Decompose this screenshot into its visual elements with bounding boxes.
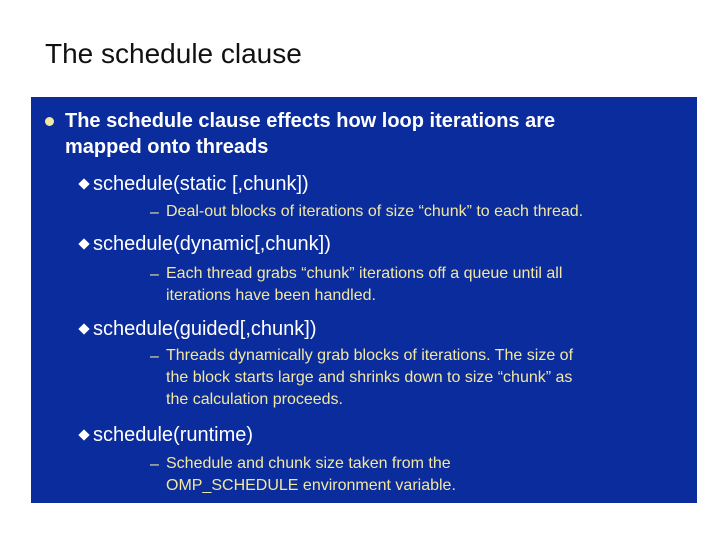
- desc-line: Each thread grabs “chunk” iterations off a queue until all: [166, 265, 563, 282]
- desc-line: Deal-out blocks of iterations of size “chunk” to each thread.: [166, 203, 584, 220]
- dash-icon: –: [150, 204, 159, 221]
- desc-line: the block starts large and shrinks down to size “chunk” as: [166, 369, 573, 386]
- schedule-dynamic-label: schedule(dynamic[,chunk]): [93, 233, 331, 255]
- main-point-line-1: The schedule clause effects how loop iterations are: [65, 110, 556, 132]
- desc-line: Schedule and chunk size taken from the: [166, 455, 451, 472]
- main-point-line-2: mapped onto threads: [65, 136, 269, 158]
- main-point: [65, 108, 555, 160]
- slide-title: The schedule clause: [45, 38, 302, 69]
- dash-icon: –: [150, 348, 159, 365]
- schedule-static-desc: [166, 201, 583, 223]
- main-bullet-icon: [45, 117, 54, 126]
- desc-line: OMP_SCHEDULE environment variable.: [166, 477, 456, 494]
- schedule-static-label: schedule(static [,chunk]): [93, 173, 309, 195]
- dash-icon: –: [150, 266, 159, 283]
- schedule-guided-label: schedule(guided[,chunk]): [93, 318, 317, 340]
- desc-line: Threads dynamically grab blocks of iterations. The size of: [166, 347, 574, 364]
- desc-line: iterations have been handled.: [166, 287, 376, 304]
- schedule-dynamic-desc: [166, 263, 562, 307]
- schedule-runtime-desc: [166, 453, 456, 497]
- dash-icon: –: [150, 456, 159, 473]
- schedule-guided-desc: [166, 345, 573, 411]
- desc-line: the calculation proceeds.: [166, 391, 343, 408]
- schedule-runtime-label: schedule(runtime): [93, 424, 254, 446]
